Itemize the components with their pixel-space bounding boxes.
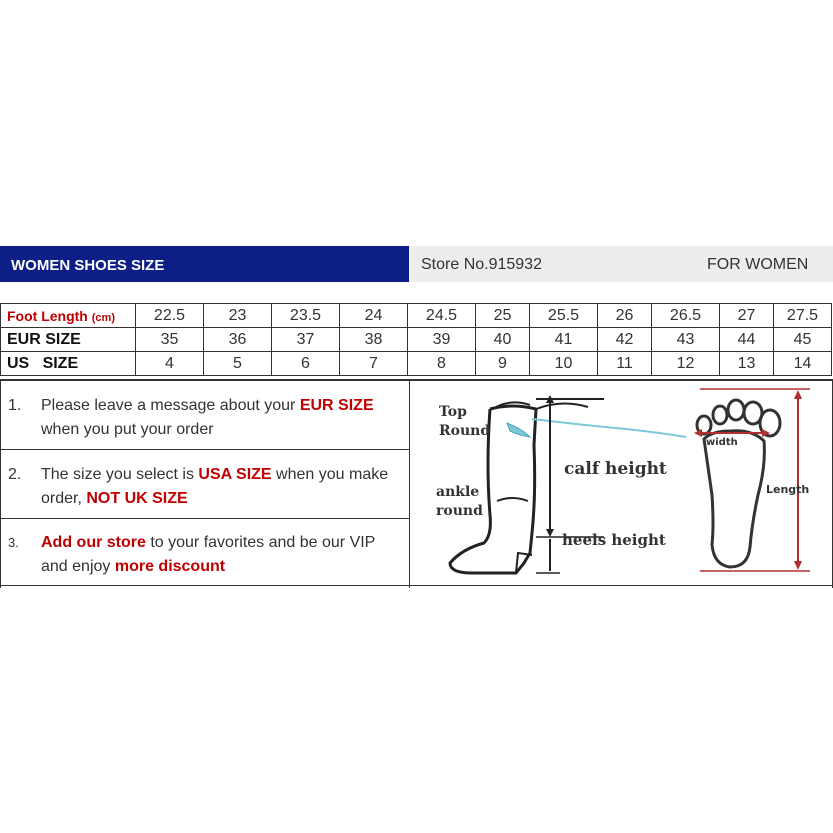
us-size-label: US SIZE (1, 352, 136, 376)
eur-size-cell: 39 (408, 328, 476, 352)
eur-size-cell: 40 (476, 328, 530, 352)
foot-length-cell: 22.5 (136, 304, 204, 328)
note-number: 1. (8, 397, 22, 414)
eur-size-cell: 37 (272, 328, 340, 352)
foot-length-cell: 25 (476, 304, 530, 328)
note-number: 3. (8, 535, 19, 550)
ankle-round-label: round (436, 503, 483, 519)
measurement-diagram (412, 385, 830, 583)
divider (0, 518, 409, 519)
foot-length-cell: 27 (720, 304, 774, 328)
foot-length-label: Foot Length (cm) (1, 304, 136, 328)
foot-length-cell: 24.5 (408, 304, 476, 328)
foot-length-cell: 27.5 (774, 304, 832, 328)
width-label: width (706, 437, 738, 448)
us-size-row (1, 352, 832, 376)
note-text: Please leave a message about your EUR SIZE when you put your order (41, 397, 374, 438)
eur-size-cell: 36 (204, 328, 272, 352)
foot-length-cell: 23.5 (272, 304, 340, 328)
ankle-round-arrow (497, 498, 528, 501)
gender-label: FOR WOMEN (707, 256, 809, 273)
top-round-label: Round (439, 423, 491, 439)
ankle-round-label: ankle (436, 484, 480, 500)
chart-header (0, 246, 833, 282)
size-chart (0, 246, 833, 586)
eur-size-cell: 45 (774, 328, 832, 352)
eur-size-label: EUR SIZE (1, 328, 136, 352)
foot-length-row (1, 304, 832, 328)
highlight-more-discount: more discount (114, 558, 226, 575)
us-size-cell: 11 (598, 352, 652, 376)
chart-title: WOMEN SHOES SIZE (0, 246, 409, 282)
highlight-usa-size: USA SIZE (198, 466, 272, 483)
us-size-cell: 6 (272, 352, 340, 376)
heels-height-label: heels height (562, 531, 666, 549)
foot-length-cell: 24 (340, 304, 408, 328)
us-size-cell: 12 (652, 352, 720, 376)
ribbon-line (532, 419, 686, 437)
us-size-cell: 8 (408, 352, 476, 376)
notes-panel (0, 379, 833, 586)
eur-size-cell: 42 (598, 328, 652, 352)
eur-size-row (1, 328, 832, 352)
eur-size-cell: 35 (136, 328, 204, 352)
length-label: Length (766, 483, 810, 496)
note-text: Add our store to your favorites and be our VIP and enjoy more discount (41, 534, 376, 575)
top-round-label: Top (439, 404, 467, 420)
divider (409, 381, 410, 588)
note-number: 2. (8, 466, 22, 483)
eur-size-cell: 43 (652, 328, 720, 352)
us-size-cell: 4 (136, 352, 204, 376)
foot-length-cell: 26 (598, 304, 652, 328)
ribbon-icon (507, 423, 530, 437)
eur-size-cell: 44 (720, 328, 774, 352)
us-size-cell: 14 (774, 352, 832, 376)
us-size-cell: 7 (340, 352, 408, 376)
size-table (0, 303, 832, 376)
foot-length-cell: 25.5 (530, 304, 598, 328)
us-size-cell: 9 (476, 352, 530, 376)
us-size-cell: 13 (720, 352, 774, 376)
highlight-not-uk-size: NOT UK SIZE (86, 490, 188, 507)
us-size-cell: 10 (530, 352, 598, 376)
divider (0, 381, 1, 588)
calf-height-label: calf height (564, 459, 667, 479)
eur-size-cell: 41 (530, 328, 598, 352)
highlight-eur-size: EUR SIZE (299, 397, 374, 414)
divider (0, 449, 409, 450)
note-text: The size you select is USA SIZE when you make order, NOT UK SIZE (41, 466, 389, 507)
highlight-add-store: Add our store (41, 534, 146, 551)
store-number: Store No.915932 (421, 256, 542, 273)
eur-size-cell: 38 (340, 328, 408, 352)
foot-length-cell: 23 (204, 304, 272, 328)
foot-length-cell: 26.5 (652, 304, 720, 328)
us-size-cell: 5 (204, 352, 272, 376)
